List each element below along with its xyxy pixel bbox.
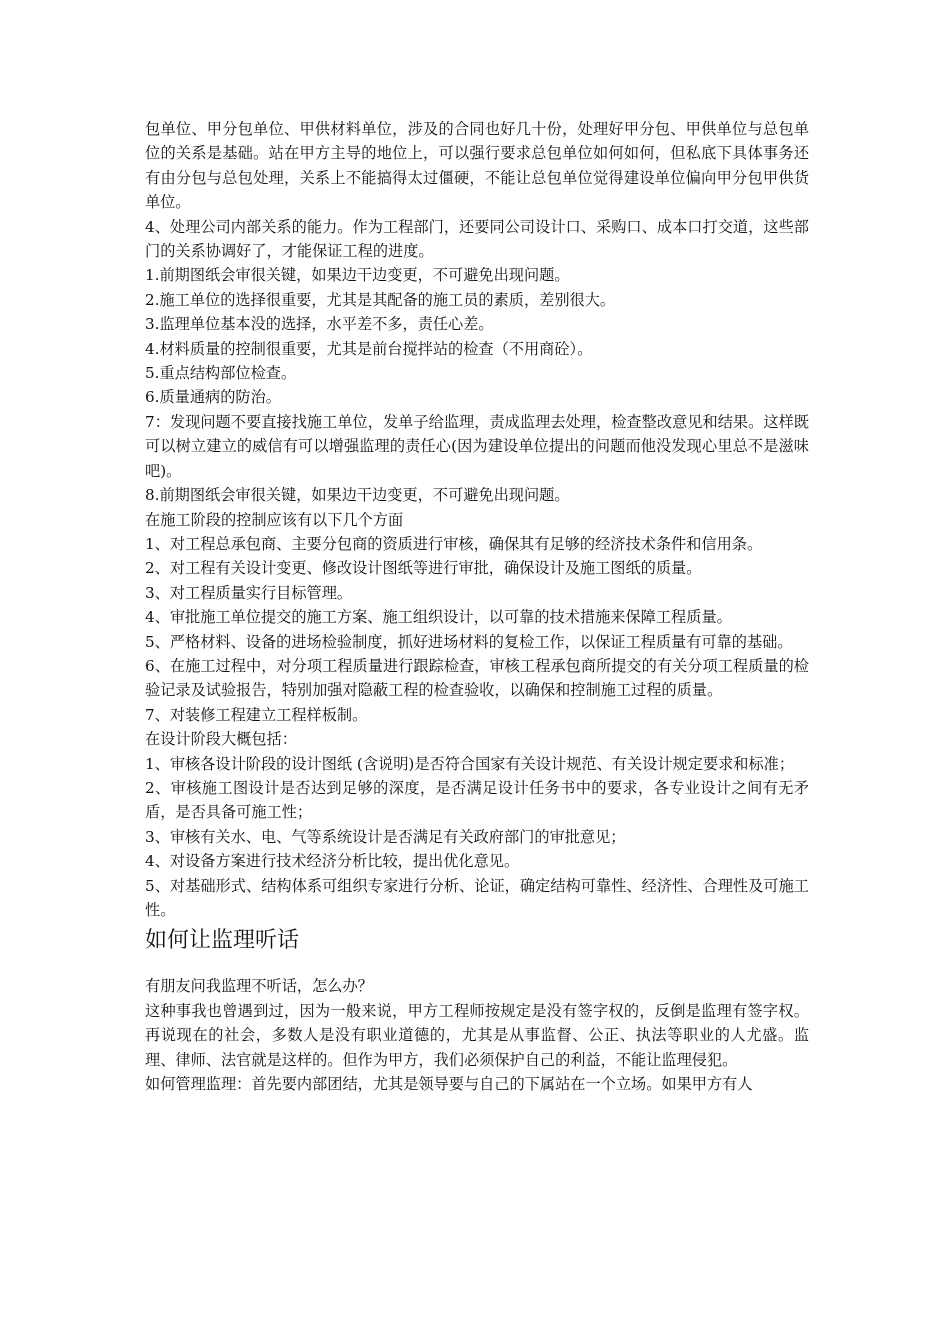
- list-item: 5.重点结构部位检查。: [145, 364, 297, 383]
- list-item: 8.前期图纸会审很关键，如果边干边变更，不可避免出现问题。: [145, 486, 570, 505]
- list-item: 4.材料质量的控制很重要，尤其是前台搅拌站的检查（不用商砼）。: [145, 339, 593, 358]
- list-item: 3.监理单位基本没的选择，水平差不多，责任心差。: [145, 315, 494, 334]
- section-heading: 如何让监理听话: [145, 928, 300, 954]
- list-item: 4、审批施工单位提交的施工方案、施工组织设计，以可靠的技术措施来保障工程质量。: [145, 608, 732, 627]
- list-item: 7：发现问题不要直接找施工单位，发单子给监理，责成监理去处理，检查整改意见和结果。这样既可以树立建立的威信有可以增强监理的责任心(因为建设单位提出的问题而他没发现心里总不是滋味吧)。: [145, 412, 809, 480]
- list-item: 6、在施工过程中，对分项工程质量进行跟踪检查，审核工程承包商所提交的有关分项工程质量的检验记录及试验报告，特别加强对隐蔽工程的检查验收，以确保和控制施工过程的质量。: [145, 656, 809, 700]
- list-item: 5、对基础形式、结构体系可组织专家进行分析、论证，确定结构可靠性、经济性、合理性及可施工性。: [145, 876, 809, 919]
- list-item: 1、对工程总承包商、主要分包商的资质进行审核，确保其有足够的经济技术条件和信用条。: [145, 534, 763, 553]
- section-intro: 在施工阶段的控制应该有以下几个方面: [145, 510, 404, 529]
- paragraph: 这种事我也曾遇到过，因为一般来说，甲方工程师按规定是没有签字权的，反倒是监理有签字权。再说现在的社会，多数人是没有职业道德的，尤其是从事监督、公正、执法等职业的人尤盛。监理、律师、法官就是这样的。但作为甲方，我们必须保护自己的利益，不能让监理侵犯。: [145, 1001, 809, 1069]
- list-item: 3、对工程质量实行目标管理。: [145, 583, 353, 602]
- paragraph: 包单位、甲分包单位、甲供材料单位，涉及的合同也好几十份，处理好甲分包、甲供单位与总包单位的关系是基础。站在甲方主导的地位上，可以强行要求总包单位如何如何，但私底下具体事务还有由分包与总包处理，关系上不能搞得太过僵硬，不能让总包单位觉得建设单位偏向甲分包甲供货单位。: [145, 120, 809, 212]
- list-item: 2、对工程有关设计变更、修改设计图纸等进行审批，确保设计及施工图纸的质量。: [145, 559, 702, 578]
- paragraph: 4、处理公司内部关系的能力。作为工程部门，还要同公司设计口、采购口、成本口打交道，这些部门的关系协调好了，才能保证工程的进度。: [145, 217, 809, 261]
- document-page: [145, 117, 809, 1096]
- paragraph: 如何管理监理：首先要内部团结，尤其是领导要与自己的下属站在一个立场。如果甲方有人: [145, 1075, 753, 1094]
- list-item: 7、对装修工程建立工程样板制。: [145, 705, 368, 724]
- body-section-1: [145, 117, 809, 922]
- list-item: 6.质量通病的防治。: [145, 388, 281, 407]
- paragraph: 有朋友问我监理不听话，怎么办？: [145, 977, 373, 996]
- list-item: 4、对设备方案进行技术经济分析比较，提出优化意见。: [145, 852, 520, 871]
- list-item: 1.前期图纸会审很关键，如果边干边变更，不可避免出现问题。: [145, 266, 570, 285]
- section-intro: 在设计阶段大概包括：: [145, 730, 297, 749]
- list-item: 1、审核各设计阶段的设计图纸 (含说明)是否符合国家有关设计规范、有关设计规定要求和标准；: [145, 754, 795, 773]
- list-item: 2、审核施工图设计是否达到足够的深度，是否满足设计任务书中的要求，各专业设计之间有无矛盾，是否具备可施工性；: [145, 778, 809, 822]
- body-section-2: [145, 974, 809, 1096]
- list-item: 5、严格材料、设备的进场检验制度，抓好进场材料的复检工作，以保证工程质量有可靠的基础。: [145, 632, 793, 651]
- list-item: 2.施工单位的选择很重要，尤其是其配备的施工员的素质，差别很大。: [145, 290, 616, 309]
- list-item: 3、审核有关水、电、气等系统设计是否满足有关政府部门的审批意见；: [145, 827, 626, 846]
